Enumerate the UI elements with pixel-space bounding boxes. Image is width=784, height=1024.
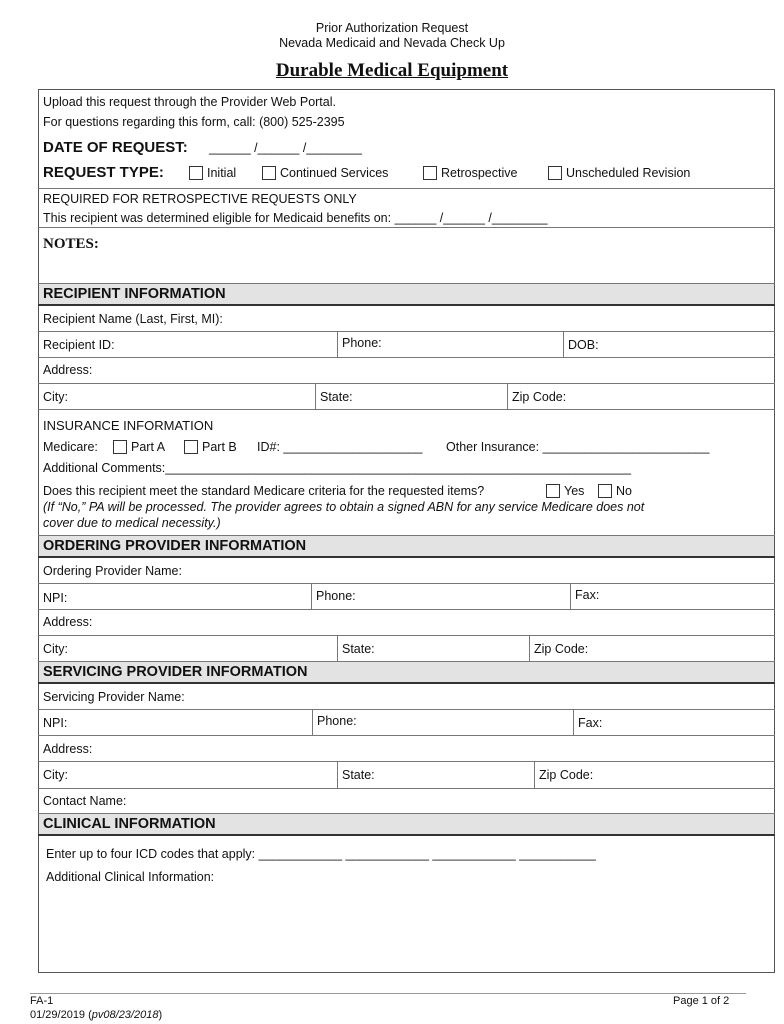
servicing-name-field[interactable]: Servicing Provider Name:	[43, 690, 185, 704]
ordering-npi-field[interactable]: NPI:	[43, 591, 68, 605]
footer-divider	[30, 993, 746, 994]
servicing-state-field[interactable]: State:	[342, 768, 375, 782]
additional-comments-field[interactable]: Additional Comments:___________________________________________________________________	[43, 461, 632, 475]
revision-date: 01/29/2019 (pv08/23/2018)	[30, 1009, 163, 1021]
request-type-unscheduled[interactable]: Unscheduled Revision	[548, 166, 690, 180]
ordering-address-field[interactable]: Address:	[43, 615, 93, 629]
header-line-1: Prior Authorization Request	[315, 21, 469, 35]
medicare-id-field[interactable]: ID#: ____________________	[257, 440, 423, 454]
recipient-name-field[interactable]: Recipient Name (Last, First, MI):	[43, 312, 223, 326]
upload-instruction: Upload this request through the Provider Web Portal.	[43, 95, 336, 109]
recipient-id-field[interactable]: Recipient ID:	[43, 338, 115, 352]
divider	[38, 227, 775, 228]
recipient-section-title: RECIPIENT INFORMATION	[43, 286, 226, 302]
medicare-label: Medicare:	[43, 440, 98, 454]
checkbox-icon[interactable]	[113, 440, 127, 454]
abn-note-line-2: cover due to medical necessity.)	[43, 516, 221, 530]
checkbox-icon[interactable]	[189, 166, 203, 180]
checkbox-icon[interactable]	[598, 484, 612, 498]
servicing-address-field[interactable]: Address:	[43, 742, 93, 756]
medicare-criteria-yes[interactable]: Yes	[546, 484, 584, 498]
notes-label: NOTES:	[43, 236, 99, 252]
divider	[38, 635, 775, 636]
recipient-phone-field[interactable]: Phone:	[342, 336, 382, 350]
divider	[38, 735, 775, 736]
checkbox-icon[interactable]	[184, 440, 198, 454]
ordering-state-field[interactable]: State:	[342, 642, 375, 656]
page-number: Page 1 of 2	[673, 995, 730, 1007]
checkbox-icon[interactable]	[548, 166, 562, 180]
divider	[38, 331, 775, 332]
clinical-section-title: CLINICAL INFORMATION	[43, 816, 216, 832]
request-type-label: REQUEST TYPE:	[43, 164, 164, 181]
checkbox-icon[interactable]	[546, 484, 560, 498]
request-type-initial[interactable]: Initial	[189, 166, 236, 180]
divider	[38, 535, 775, 536]
divider	[38, 188, 775, 189]
date-of-request-label: DATE OF REQUEST:	[43, 139, 188, 156]
divider	[38, 661, 775, 662]
icd-codes-field[interactable]: Enter up to four ICD codes that apply: ____________ ____________ ____________ ___________	[46, 847, 596, 861]
request-type-retrospective[interactable]: Retrospective	[423, 166, 517, 180]
servicing-city-field[interactable]: City:	[43, 768, 68, 782]
insurance-heading: INSURANCE INFORMATION	[43, 418, 214, 433]
additional-clinical-field[interactable]: Additional Clinical Information:	[46, 870, 215, 884]
ordering-phone-field[interactable]: Phone:	[316, 589, 356, 603]
servicing-fax-field[interactable]: Fax:	[578, 716, 603, 730]
divider	[38, 304, 775, 306]
divider	[38, 813, 775, 814]
ordering-section-title: ORDERING PROVIDER INFORMATION	[43, 538, 307, 554]
checkbox-icon[interactable]	[262, 166, 276, 180]
divider	[38, 583, 775, 584]
divider	[38, 682, 775, 684]
recipient-zip-field[interactable]: Zip Code:	[512, 390, 567, 404]
divider	[38, 357, 775, 358]
retro-heading: REQUIRED FOR RETROSPECTIVE REQUESTS ONLY	[43, 192, 357, 206]
servicing-zip-field[interactable]: Zip Code:	[539, 768, 594, 782]
medicare-criteria-question: Does this recipient meet the standard Medicare criteria for the requested items?	[43, 484, 485, 498]
checkbox-icon[interactable]	[423, 166, 437, 180]
retro-eligibility[interactable]: This recipient was determined eligible for Medicaid benefits on: ______ /______ /________	[43, 211, 548, 225]
form-id: FA-1	[30, 995, 54, 1007]
abn-note-line-1: (If “No,” PA will be processed. The provider agrees to obtain a signed ABN for any service Medicare does not	[43, 500, 645, 514]
servicing-npi-field[interactable]: NPI:	[43, 716, 68, 730]
divider	[38, 409, 775, 410]
header-line-2: Nevada Medicaid and Nevada Check Up	[279, 36, 505, 50]
servicing-section-title: SERVICING PROVIDER INFORMATION	[43, 664, 308, 680]
ordering-zip-field[interactable]: Zip Code:	[534, 642, 589, 656]
questions-phone: For questions regarding this form, call: (800) 525-2395	[43, 115, 345, 129]
recipient-state-field[interactable]: State:	[320, 390, 353, 404]
divider	[38, 556, 775, 558]
other-insurance-field[interactable]: Other Insurance: ________________________	[446, 440, 710, 454]
divider	[38, 609, 775, 610]
divider	[38, 383, 775, 384]
form-title: Durable Medical Equipment	[275, 60, 509, 81]
divider	[38, 761, 775, 762]
recipient-city-field[interactable]: City:	[43, 390, 68, 404]
request-type-continued[interactable]: Continued Services	[262, 166, 388, 180]
date-of-request-field[interactable]: ______ /______ /________	[209, 141, 362, 155]
divider	[38, 788, 775, 789]
divider	[38, 283, 775, 284]
servicing-phone-field[interactable]: Phone:	[317, 714, 357, 728]
recipient-dob-field[interactable]: DOB:	[568, 338, 599, 352]
recipient-address-field[interactable]: Address:	[43, 363, 93, 377]
ordering-city-field[interactable]: City:	[43, 642, 68, 656]
divider	[38, 709, 775, 710]
medicare-part-b[interactable]: Part B	[184, 440, 237, 454]
divider	[38, 834, 775, 836]
ordering-fax-field[interactable]: Fax:	[575, 588, 600, 602]
ordering-name-field[interactable]: Ordering Provider Name:	[43, 564, 182, 578]
medicare-criteria-no[interactable]: No	[598, 484, 632, 498]
medicare-part-a[interactable]: Part A	[113, 440, 165, 454]
contact-name-field[interactable]: Contact Name:	[43, 794, 127, 808]
